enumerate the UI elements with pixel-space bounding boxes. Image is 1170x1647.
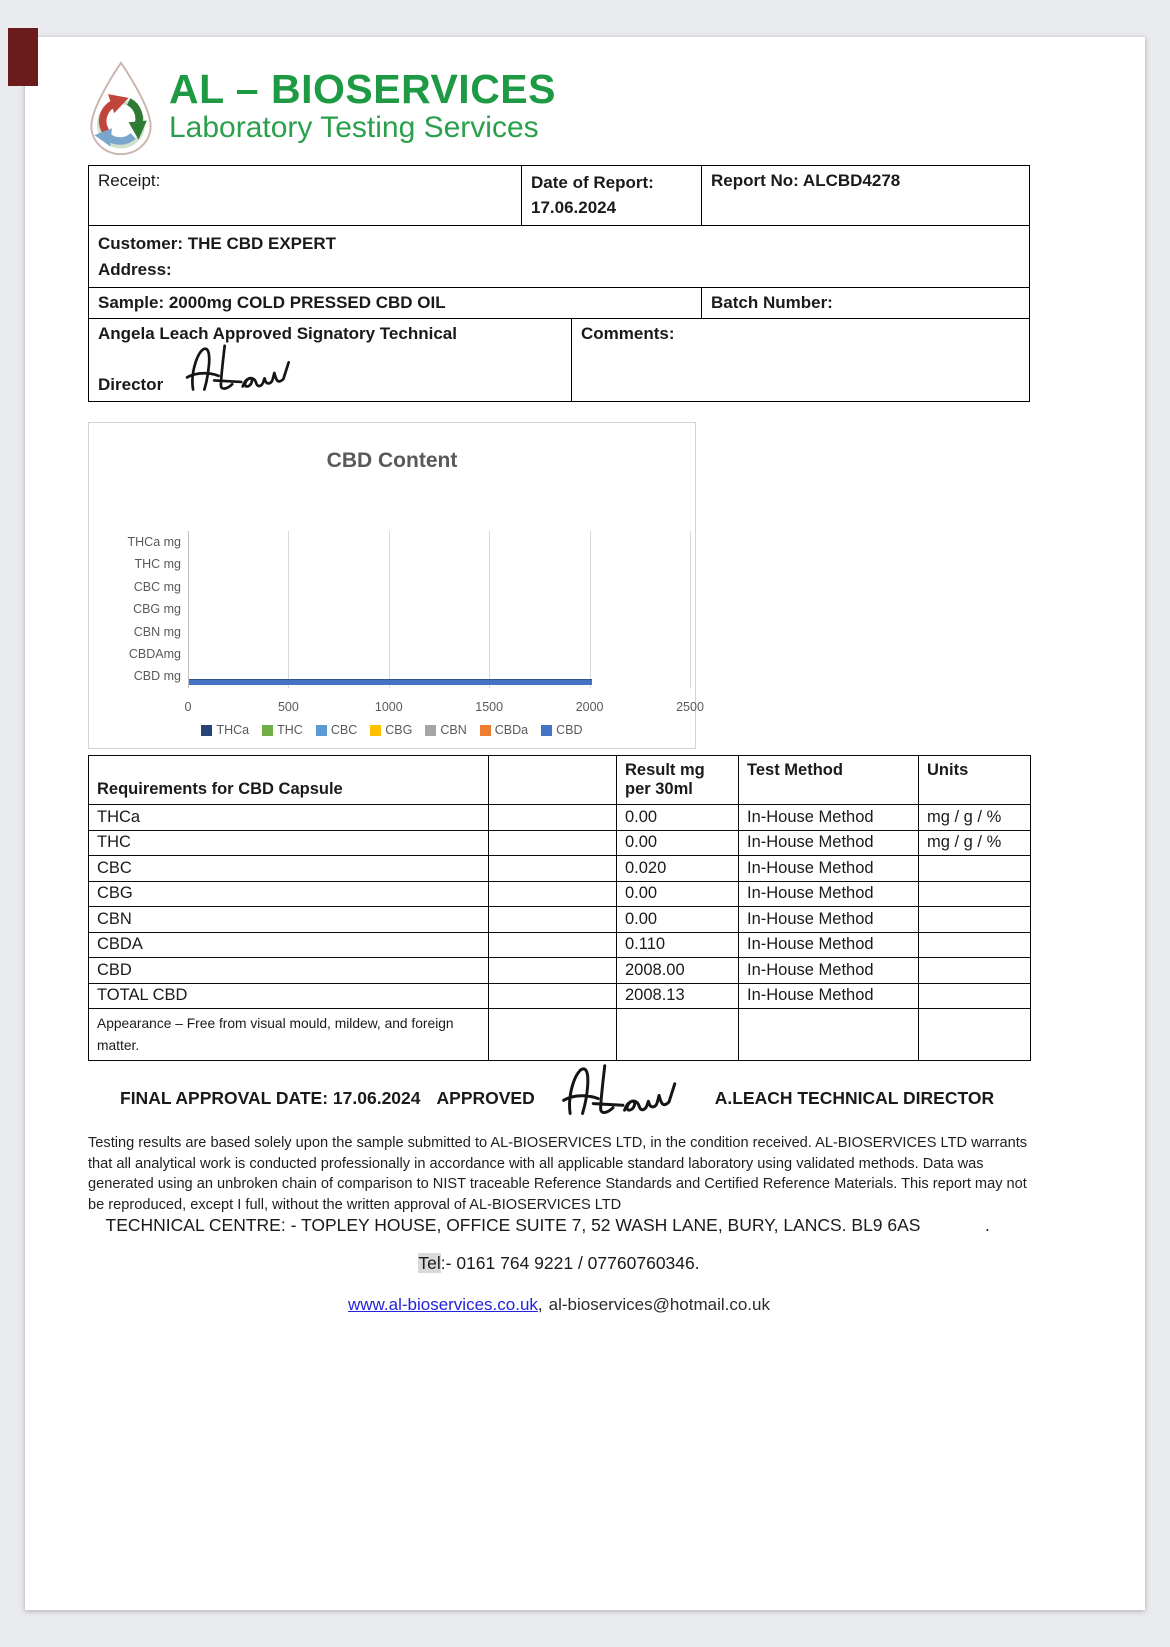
header-row-1 [89, 166, 1029, 225]
report-header-table [88, 165, 1030, 402]
appearance-row [89, 1009, 1031, 1061]
cbd-content-chart [88, 422, 704, 749]
approval-signature-icon [557, 1059, 697, 1121]
category-label: CBD mg [133, 669, 181, 684]
x-tick: 2500 [676, 700, 704, 714]
company-name-block [169, 68, 556, 146]
result-value: 0.00 [617, 830, 739, 856]
result-value: 0.00 [617, 881, 739, 907]
recycle-drop-icon [83, 57, 159, 157]
table-row [89, 830, 1031, 856]
legend-swatch [425, 725, 436, 736]
test-method: In-House Method [739, 932, 919, 958]
category-label: CBC mg [133, 579, 181, 594]
x-tick: 500 [277, 700, 299, 714]
customer-value: Customer: THE CBD EXPERT [98, 234, 337, 254]
legend-swatch [201, 725, 212, 736]
corner-tab [8, 28, 38, 86]
legend-swatch [262, 725, 273, 736]
analyte-name: CBDA [89, 932, 489, 958]
appearance-note: Appearance – Free from visual mould, mildew, and foreign matter. [97, 1016, 454, 1053]
disclaimer-text: Testing results are based solely upon the sample submitted to AL-BIOSERVICES LTD, in the condition received. AL-BIOSERVICES LTD warrants that all analytical work is conducted professionally in accordance with all applicable standard laboratory using validated methods. Data was generated using an unbroken chain of comparison to NIST traceable Reference Standards and Certified Reference Materials. This report may not be reproduced, except I full, without the written approval of AL-BIOSERVICES LTD [88, 1135, 1028, 1213]
comments-cell: Comments: [571, 319, 1029, 401]
report-no-cell: Report No: ALCBD4278 [701, 166, 1029, 225]
x-tick: 1000 [374, 700, 403, 714]
approved-label: APPROVED [436, 1087, 535, 1108]
units-value [919, 983, 1031, 1009]
legend-item [541, 723, 582, 737]
company-tagline: Laboratory Testing Services [169, 111, 539, 145]
col-header-units: Units [919, 756, 1031, 805]
units-value: mg / g / % [919, 830, 1031, 856]
gridline [188, 531, 189, 688]
date-of-report-cell [521, 166, 701, 225]
x-tick: 0 [184, 700, 192, 714]
legend-item [425, 723, 466, 737]
result-value: 2008.13 [617, 983, 739, 1009]
test-method: In-House Method [739, 881, 919, 907]
units-value: mg / g / % [919, 805, 1031, 831]
legend-item [262, 723, 303, 737]
analyte-name: THC [89, 830, 489, 856]
contact-links-line [88, 1295, 1030, 1315]
date-of-report-value: 17.06.2024 [531, 197, 617, 217]
legend-label: THC [277, 723, 303, 737]
analyte-name: CBG [89, 881, 489, 907]
link-separator: , [537, 1295, 543, 1314]
legend-label: CBD [556, 723, 583, 737]
units-value [919, 907, 1031, 933]
analyte-name: CBN [89, 907, 489, 933]
table-row [89, 907, 1031, 933]
units-value [919, 881, 1031, 907]
analyte-name: THCa [89, 805, 489, 831]
table-row [89, 958, 1031, 984]
analyte-name: TOTAL CBD [89, 983, 489, 1009]
category-label: THC mg [134, 557, 181, 572]
gridline [489, 531, 490, 688]
test-method: In-House Method [739, 907, 919, 933]
header-row-4 [89, 318, 1029, 401]
signatory-name: Angela Leach Approved Signatory Technical [98, 324, 457, 344]
table-row [89, 881, 1031, 907]
final-approval-line [88, 1069, 1030, 1127]
result-value: 0.00 [617, 805, 739, 831]
result-value: 0.110 [617, 932, 739, 958]
category-label: CBG mg [133, 602, 181, 617]
col-header-requirements: Requirements for CBD Capsule [89, 756, 489, 805]
legend-label: THCa [216, 723, 250, 737]
chart-legend [89, 723, 695, 737]
legend-item [316, 723, 357, 737]
legend-item [201, 723, 249, 737]
result-value: 0.00 [617, 907, 739, 933]
results-header-row [89, 756, 1031, 805]
approver-name: A.LEACH TECHNICAL DIRECTOR [714, 1087, 995, 1108]
report-page [25, 37, 1145, 1610]
legend-swatch [541, 725, 552, 736]
stray-period: . [985, 1215, 990, 1235]
tel-label: Tel [418, 1253, 441, 1273]
signature-icon [181, 337, 309, 399]
category-label: CBDAmg [128, 646, 181, 661]
legend-label: CBDa [494, 723, 529, 737]
chart-category-labels [95, 531, 181, 688]
legend-label: CBN [440, 723, 467, 737]
customer-cell [89, 226, 1029, 287]
company-name: AL – BIOSERVICES [169, 66, 556, 113]
x-tick: 1500 [475, 700, 504, 714]
table-row [89, 805, 1031, 831]
signatory-cell [89, 319, 571, 401]
chart-title: CBD Content [326, 449, 458, 472]
legend-swatch [316, 725, 327, 736]
gridline [389, 531, 390, 688]
legend-item [370, 723, 412, 737]
legend-swatch [370, 725, 381, 736]
sample-cell: Sample: 2000mg COLD PRESSED CBD OIL [98, 293, 446, 313]
result-value: 2008.00 [617, 958, 739, 984]
header-row-2 [89, 225, 1029, 287]
col-header-empty [489, 756, 617, 805]
category-label: CBN mg [133, 624, 181, 639]
header-row-3 [89, 287, 1029, 318]
legend-label: CBC [330, 723, 358, 737]
col-header-result: Result mg per 30ml [617, 756, 739, 805]
table-row [89, 983, 1031, 1009]
company-logo [83, 57, 556, 157]
address-label: Address: [98, 259, 172, 279]
category-label: THCa mg [127, 535, 181, 549]
analyte-name: CBC [89, 856, 489, 882]
table-row [89, 932, 1031, 958]
gridline [590, 531, 591, 688]
units-value [919, 958, 1031, 984]
legend-swatch [480, 725, 491, 736]
test-method: In-House Method [739, 805, 919, 831]
test-method: In-House Method [739, 958, 919, 984]
chart-x-ticks [184, 700, 704, 716]
tel-numbers: :- 0161 764 9221 / 07760760346. [440, 1253, 700, 1273]
results-table [88, 755, 1031, 1061]
date-of-report-label: Date of Report: [531, 173, 654, 192]
telephone-line [88, 1253, 1030, 1274]
x-tick: 2000 [575, 700, 604, 714]
result-value: 0.020 [617, 856, 739, 882]
table-row [89, 856, 1031, 882]
units-value [919, 856, 1031, 882]
cbd-bar [189, 679, 592, 685]
batch-number-cell: Batch Number: [701, 288, 1029, 318]
email-address: al-bioservices@hotmail.co.uk [548, 1295, 770, 1314]
technical-centre-address: TECHNICAL CENTRE: - TOPLEY HOUSE, OFFICE SUITE 7, 52 WASH LANE, BURY, LANCS. BL9 6AS [105, 1215, 921, 1235]
test-method: In-House Method [739, 983, 919, 1009]
gridline [690, 531, 691, 688]
analyte-name: CBD [89, 958, 489, 984]
final-approval-date: FINAL APPROVAL DATE: 17.06.2024 [120, 1087, 421, 1108]
col-header-method: Test Method [739, 756, 919, 805]
test-method: In-House Method [739, 830, 919, 856]
units-value [919, 932, 1031, 958]
test-method: In-House Method [739, 856, 919, 882]
legend-label: CBG [385, 723, 413, 737]
gridline [288, 531, 289, 688]
receipt-cell: Receipt: [98, 171, 161, 190]
website-link[interactable]: www.al-bioservices.co.uk [348, 1295, 538, 1314]
signatory-title: Director [98, 375, 164, 395]
technical-centre-line [88, 1215, 1030, 1236]
legend-item [480, 723, 528, 737]
chart-plot-area [188, 531, 690, 688]
